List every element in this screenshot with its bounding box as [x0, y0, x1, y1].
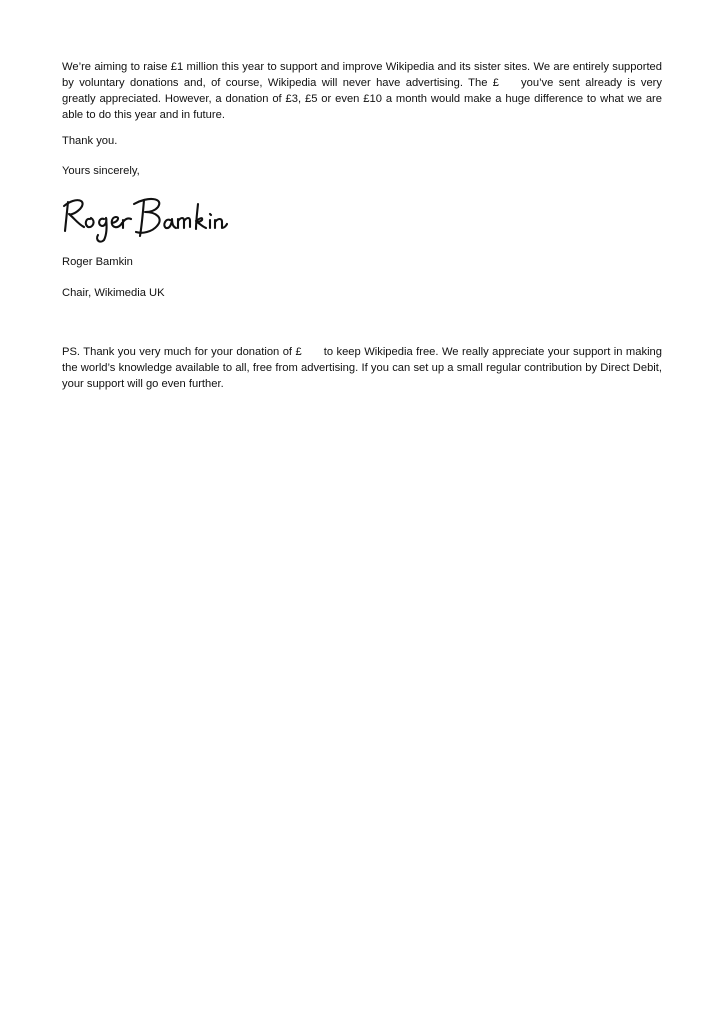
postscript-text-end: to keep Wikipedia free. We really appreciate your support in making the world’s knowledge available to all, free from advertising. If you can set up a small regular contribution by Direct Debit, your support will go even further.: [62, 346, 662, 390]
signer-name: Roger Bamkin: [62, 256, 133, 268]
postscript-paragraph: [62, 344, 662, 392]
closing-line: Yours sincerely,: [62, 165, 140, 177]
postscript-text-start: PS. Thank you very much for your donation of £: [62, 346, 302, 358]
signature-icon: [60, 190, 230, 246]
intro-text-start: We’re aiming to raise £1 million this year to support and improve Wikipedia and its sister sites. We are entirely supported by voluntary donations and, of course, Wikipedia will never have advertising. The £: [62, 61, 662, 89]
intro-text-end: you’ve sent already is very greatly appreciated. However, a donation of £3, £5 or even £10 a month would make a huge difference to what we are able to do this year and in future.: [62, 77, 662, 121]
thanks-line: Thank you.: [62, 135, 118, 147]
intro-paragraph: [62, 59, 662, 123]
signer-title: Chair, Wikimedia UK: [62, 287, 165, 299]
